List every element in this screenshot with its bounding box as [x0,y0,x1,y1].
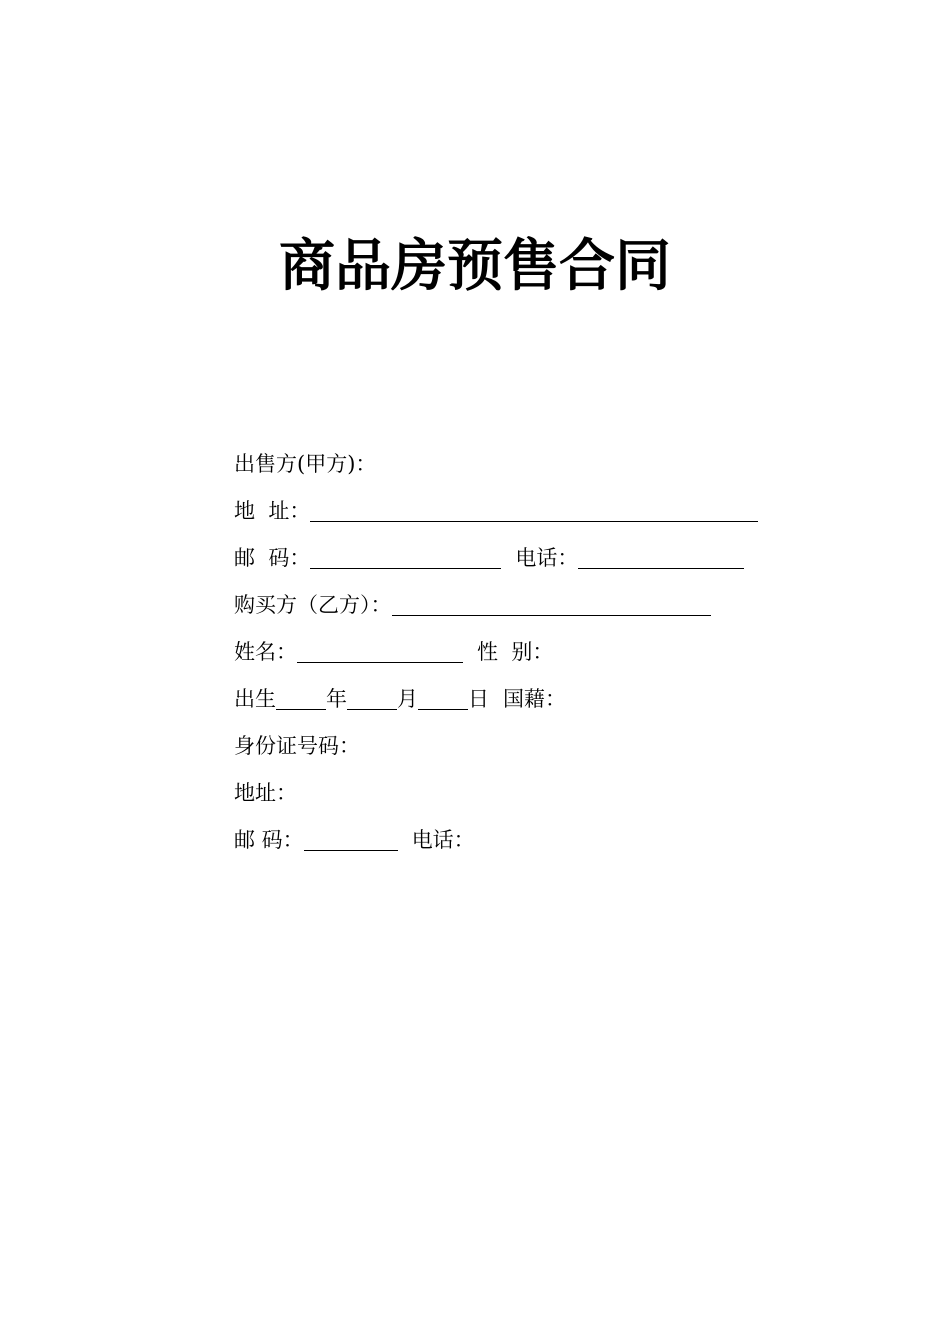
seller-address-label: 地 址： [234,499,311,523]
buyer-name-field[interactable] [297,640,463,663]
buyer-name-row [234,636,553,666]
nationality-label: 国藉： [503,687,566,711]
buyer-id-label: 身份证号码： [234,734,360,758]
buyer-birth-row [234,683,566,713]
buyer-id-row [234,730,360,760]
seller-address-row [234,495,758,525]
seller-address-field[interactable] [310,499,758,522]
seller-label: 出售方(甲方)： [234,452,377,476]
birth-month-field[interactable] [347,687,397,710]
seller-phone-field[interactable] [578,546,744,569]
seller-heading-row [234,448,376,478]
buyer-phone-label: 电话： [411,828,475,852]
document-title: 商品房预售合同 [279,234,671,299]
buyer-name-label: 姓名： [234,640,297,664]
buyer-address-label: 地址： [234,781,297,805]
seller-postcode-label: 邮 码： [234,546,311,570]
buyer-postcode-field[interactable] [304,828,398,851]
birth-year-field[interactable] [276,687,326,710]
seller-postcode-field[interactable] [310,546,501,569]
buyer-label: 购买方（乙方）： [234,593,392,617]
buyer-party-field[interactable] [392,593,711,616]
buyer-address-row [234,777,297,807]
buyer-birth-label: 出生 [234,687,276,711]
birth-month-label: 月 [397,687,418,711]
seller-phone-label: 电话： [515,546,579,570]
birth-day-label: 日 [468,687,489,711]
birth-day-field[interactable] [418,687,468,710]
seller-postcode-row [234,542,744,572]
buyer-postcode-label: 邮 码： [234,828,304,852]
buyer-postcode-row [234,824,475,854]
buyer-gender-label: 性 别： [477,640,554,664]
buyer-heading-row [234,589,711,619]
birth-year-label: 年 [326,687,347,711]
